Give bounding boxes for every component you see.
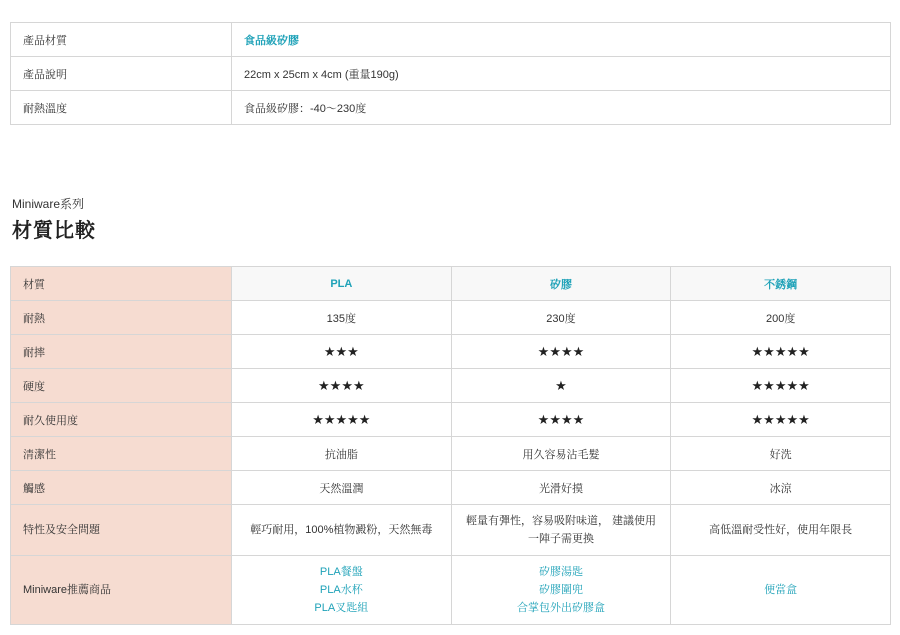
row-label: 材質 [11,267,232,301]
star-rating: ★★★★ [232,369,452,403]
row-label: 耐久使用度 [11,403,232,437]
row-label: 耐摔 [11,335,232,369]
table-row [11,556,891,625]
product-link-pla-cutlery[interactable]: PLA叉匙組 [314,602,369,614]
table-cell: 輕量有彈性，容易吸附味道， 建議使用一陣子需更換 [451,505,671,556]
table-cell: 光滑好摸 [451,471,671,505]
table-row [11,91,891,125]
product-link-steel-lunchbox[interactable]: 便當盒 [764,584,798,596]
table-row [11,23,891,57]
star-rating: ★★★★★ [671,335,891,369]
table-row [11,403,891,437]
product-links-pla [232,556,452,625]
product-link-pla-plate[interactable]: PLA餐盤 [319,566,363,578]
table-cell: 好洗 [671,437,891,471]
product-link-silicone-spoon[interactable]: 矽膠湯匙 [538,566,583,578]
row-label: 清潔性 [11,437,232,471]
table-row [11,57,891,91]
product-link-silicone-box[interactable]: 合掌包外出矽膠盒 [516,602,605,614]
star-rating: ★ [451,369,671,403]
spec-table [10,22,891,125]
table-cell: 135度 [232,301,452,335]
section-title: 材質比較 [12,220,96,242]
table-cell: 用久容易沾毛髮 [451,437,671,471]
spec-value-material: 食品級矽膠 [232,23,891,57]
row-label: 耐熱 [11,301,232,335]
spec-label: 耐熱溫度 [11,91,232,125]
spec-label: 產品說明 [11,57,232,91]
table-row [11,471,891,505]
table-row [11,301,891,335]
star-rating: ★★★★★ [671,369,891,403]
star-rating: ★★★★★ [671,403,891,437]
table-row [11,437,891,471]
star-rating: ★★★ [232,335,452,369]
table-cell: 輕巧耐用，100%植物澱粉，天然無毒 [232,505,452,556]
table-row [11,335,891,369]
spec-value-description: 22cm x 25cm x 4cm (重量190g) [232,57,891,91]
spec-label: 產品材質 [11,23,232,57]
column-header-silicone: 矽膠 [451,267,671,301]
row-label: 特性及安全問題 [11,505,232,556]
star-rating: ★★★★ [451,335,671,369]
table-header-row [11,267,891,301]
row-label: 觸感 [11,471,232,505]
table-cell: 冰涼 [671,471,891,505]
table-cell: 抗油脂 [232,437,452,471]
spec-value-heat: 食品級矽膠：-40～230度 [232,91,891,125]
column-header-pla: PLA [232,267,452,301]
row-label: 硬度 [11,369,232,403]
table-row [11,369,891,403]
compare-table [10,266,891,625]
row-label: Miniware推薦商品 [11,556,232,625]
star-rating: ★★★★ [451,403,671,437]
product-link-silicone-bib[interactable]: 矽膠圍兜 [538,584,583,596]
table-row [11,505,891,556]
product-links-steel [671,556,891,625]
table-cell: 高低溫耐受性好，使用年限長 [671,505,891,556]
product-link-pla-cup[interactable]: PLA水杯 [319,584,363,596]
table-cell: 天然溫潤 [232,471,452,505]
table-cell: 200度 [671,301,891,335]
column-header-steel: 不銹鋼 [671,267,891,301]
table-cell: 230度 [451,301,671,335]
product-links-silicone [451,556,671,625]
series-label: Miniware系列 [12,197,85,211]
star-rating: ★★★★★ [232,403,452,437]
